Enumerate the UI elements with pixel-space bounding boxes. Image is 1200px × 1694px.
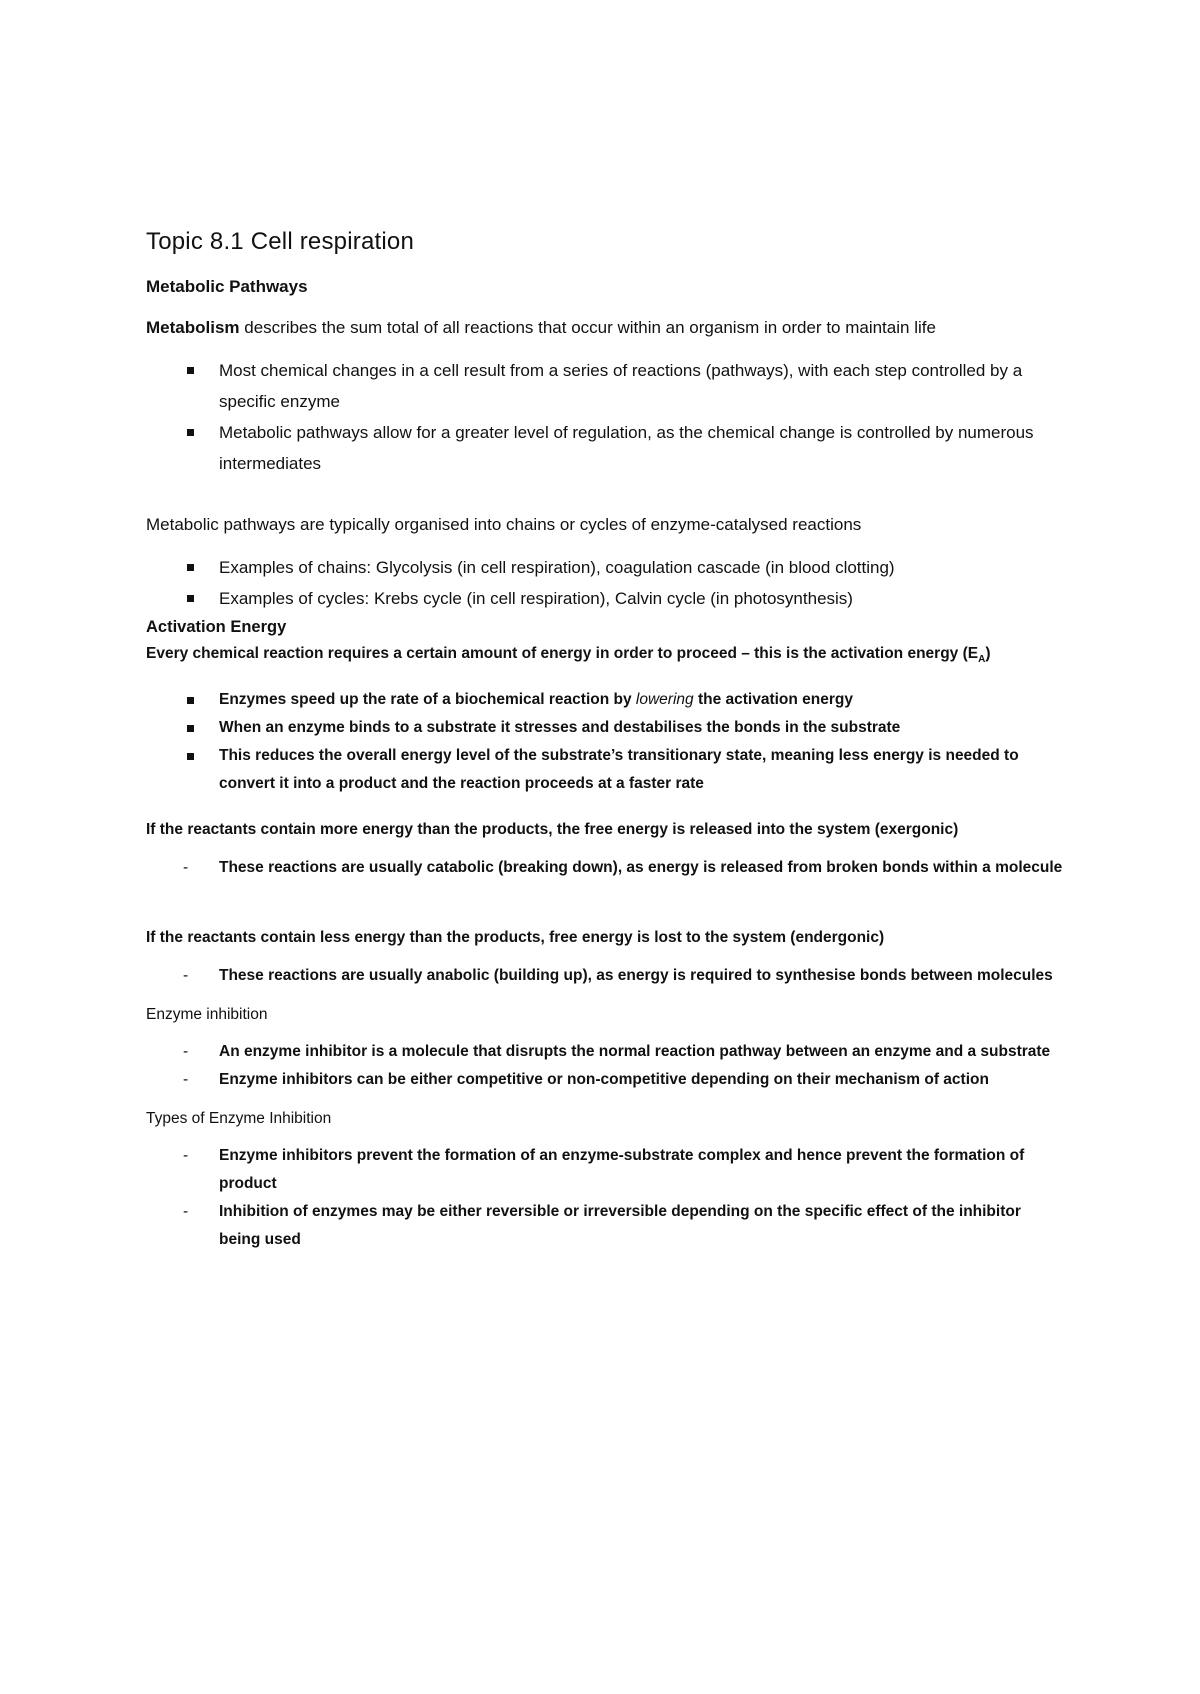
metabolic-bullet-list xyxy=(146,355,1066,479)
dash-bullet-icon: - xyxy=(183,1147,189,1165)
page-title: Topic 8.1 Cell respiration xyxy=(146,228,414,255)
examples-bullet-list xyxy=(146,552,1066,614)
list-item: Examples of chains: Glycolysis (in cell respiration), coagulation cascade (in blood clotting) xyxy=(146,552,1066,583)
square-bullet-icon xyxy=(187,725,194,732)
list-item: - Inhibition of enzymes may be either reversible or irreversible depending on the specific effect of the inhibitor being used xyxy=(146,1198,1066,1254)
pathways-organised-text: Metabolic pathways are typically organised into chains or cycles of enzyme-catalysed reactions xyxy=(146,515,862,534)
list-item: Enzymes speed up the rate of a biochemical reaction by lowering the activation energy xyxy=(146,686,1066,714)
list-item: - An enzyme inhibitor is a molecule that disrupts the normal reaction pathway between an enzyme and a substrate xyxy=(146,1038,1066,1066)
list-item: Metabolic pathways allow for a greater level of regulation, as the chemical change is controlled by numerous intermediates xyxy=(146,417,1066,479)
activation-energy-intro: Every chemical reaction requires a certain amount of energy in order to proceed – this is the activation energy $(E_A)$ xyxy=(146,645,991,666)
dash-bullet-icon: - xyxy=(183,859,189,877)
document-body xyxy=(146,226,1066,1254)
list-item: - Enzyme inhibitors prevent the formation of an enzyme-substrate complex and hence prevent the formation of product xyxy=(146,1142,1066,1198)
activation-energy-section xyxy=(146,614,1066,990)
endergonic-text: If the reactants contain less energy than the products, free energy is lost to the system (endergonic) xyxy=(146,929,885,947)
square-bullet-icon xyxy=(187,367,194,374)
exergonic-text: If the reactants contain more energy than the products, the free energy is released into the system (exergonic) xyxy=(146,821,959,839)
list-item: Examples of cycles: Krebs cycle (in cell respiration), Calvin cycle (in photosynthesis) xyxy=(146,583,1066,614)
metabolism-definition xyxy=(146,312,1066,343)
square-bullet-icon xyxy=(187,595,194,602)
dash-bullet-icon: - xyxy=(183,1203,189,1221)
list-item: - Enzyme inhibitors can be either competitive or non-competitive depending on their mechanism of action xyxy=(146,1066,1066,1094)
square-bullet-icon xyxy=(187,697,194,704)
metabolism-definition-text: describes the sum total of all reactions that occur within an organism in order to maintain life xyxy=(239,318,936,337)
list-item: This reduces the overall energy level of the substrate’s transitionary state, meaning less energy is needed to convert it into a product and the reaction proceeds at a faster rate xyxy=(146,742,1066,798)
section-heading-metabolic-pathways: Metabolic Pathways xyxy=(146,277,308,296)
section-heading-enzyme-inhibition: Enzyme inhibition xyxy=(146,1006,268,1024)
list-item: - These reactions are usually anabolic (building up), as energy is required to synthesise bonds between molecules xyxy=(146,962,1066,990)
list-item: - These reactions are usually catabolic (breaking down), as energy is released from broken bonds within a molecule xyxy=(146,854,1066,882)
dash-bullet-icon: - xyxy=(183,1071,189,1089)
metabolism-term: Metabolism xyxy=(146,318,240,337)
square-bullet-icon xyxy=(187,429,194,436)
types-inhibition-dash-list xyxy=(146,1142,1066,1254)
list-item: Most chemical changes in a cell result from a series of reactions (pathways), with each step controlled by a specific enzyme xyxy=(146,355,1066,417)
dash-bullet-icon: - xyxy=(183,967,189,985)
dash-bullet-icon: - xyxy=(183,1043,189,1061)
list-item: When an enzyme binds to a substrate it stresses and destabilises the bonds in the substrate xyxy=(146,714,1066,742)
section-heading-types-inhibition: Types of Enzyme Inhibition xyxy=(146,1110,332,1128)
square-bullet-icon xyxy=(187,564,194,571)
endergonic-dash-list xyxy=(146,962,1066,990)
section-heading-activation-energy: Activation Energy xyxy=(146,618,287,636)
square-bullet-icon xyxy=(187,753,194,760)
activation-bullet-list xyxy=(146,686,1066,798)
exergonic-dash-list xyxy=(146,854,1066,882)
enzyme-inhibition-dash-list xyxy=(146,1038,1066,1094)
